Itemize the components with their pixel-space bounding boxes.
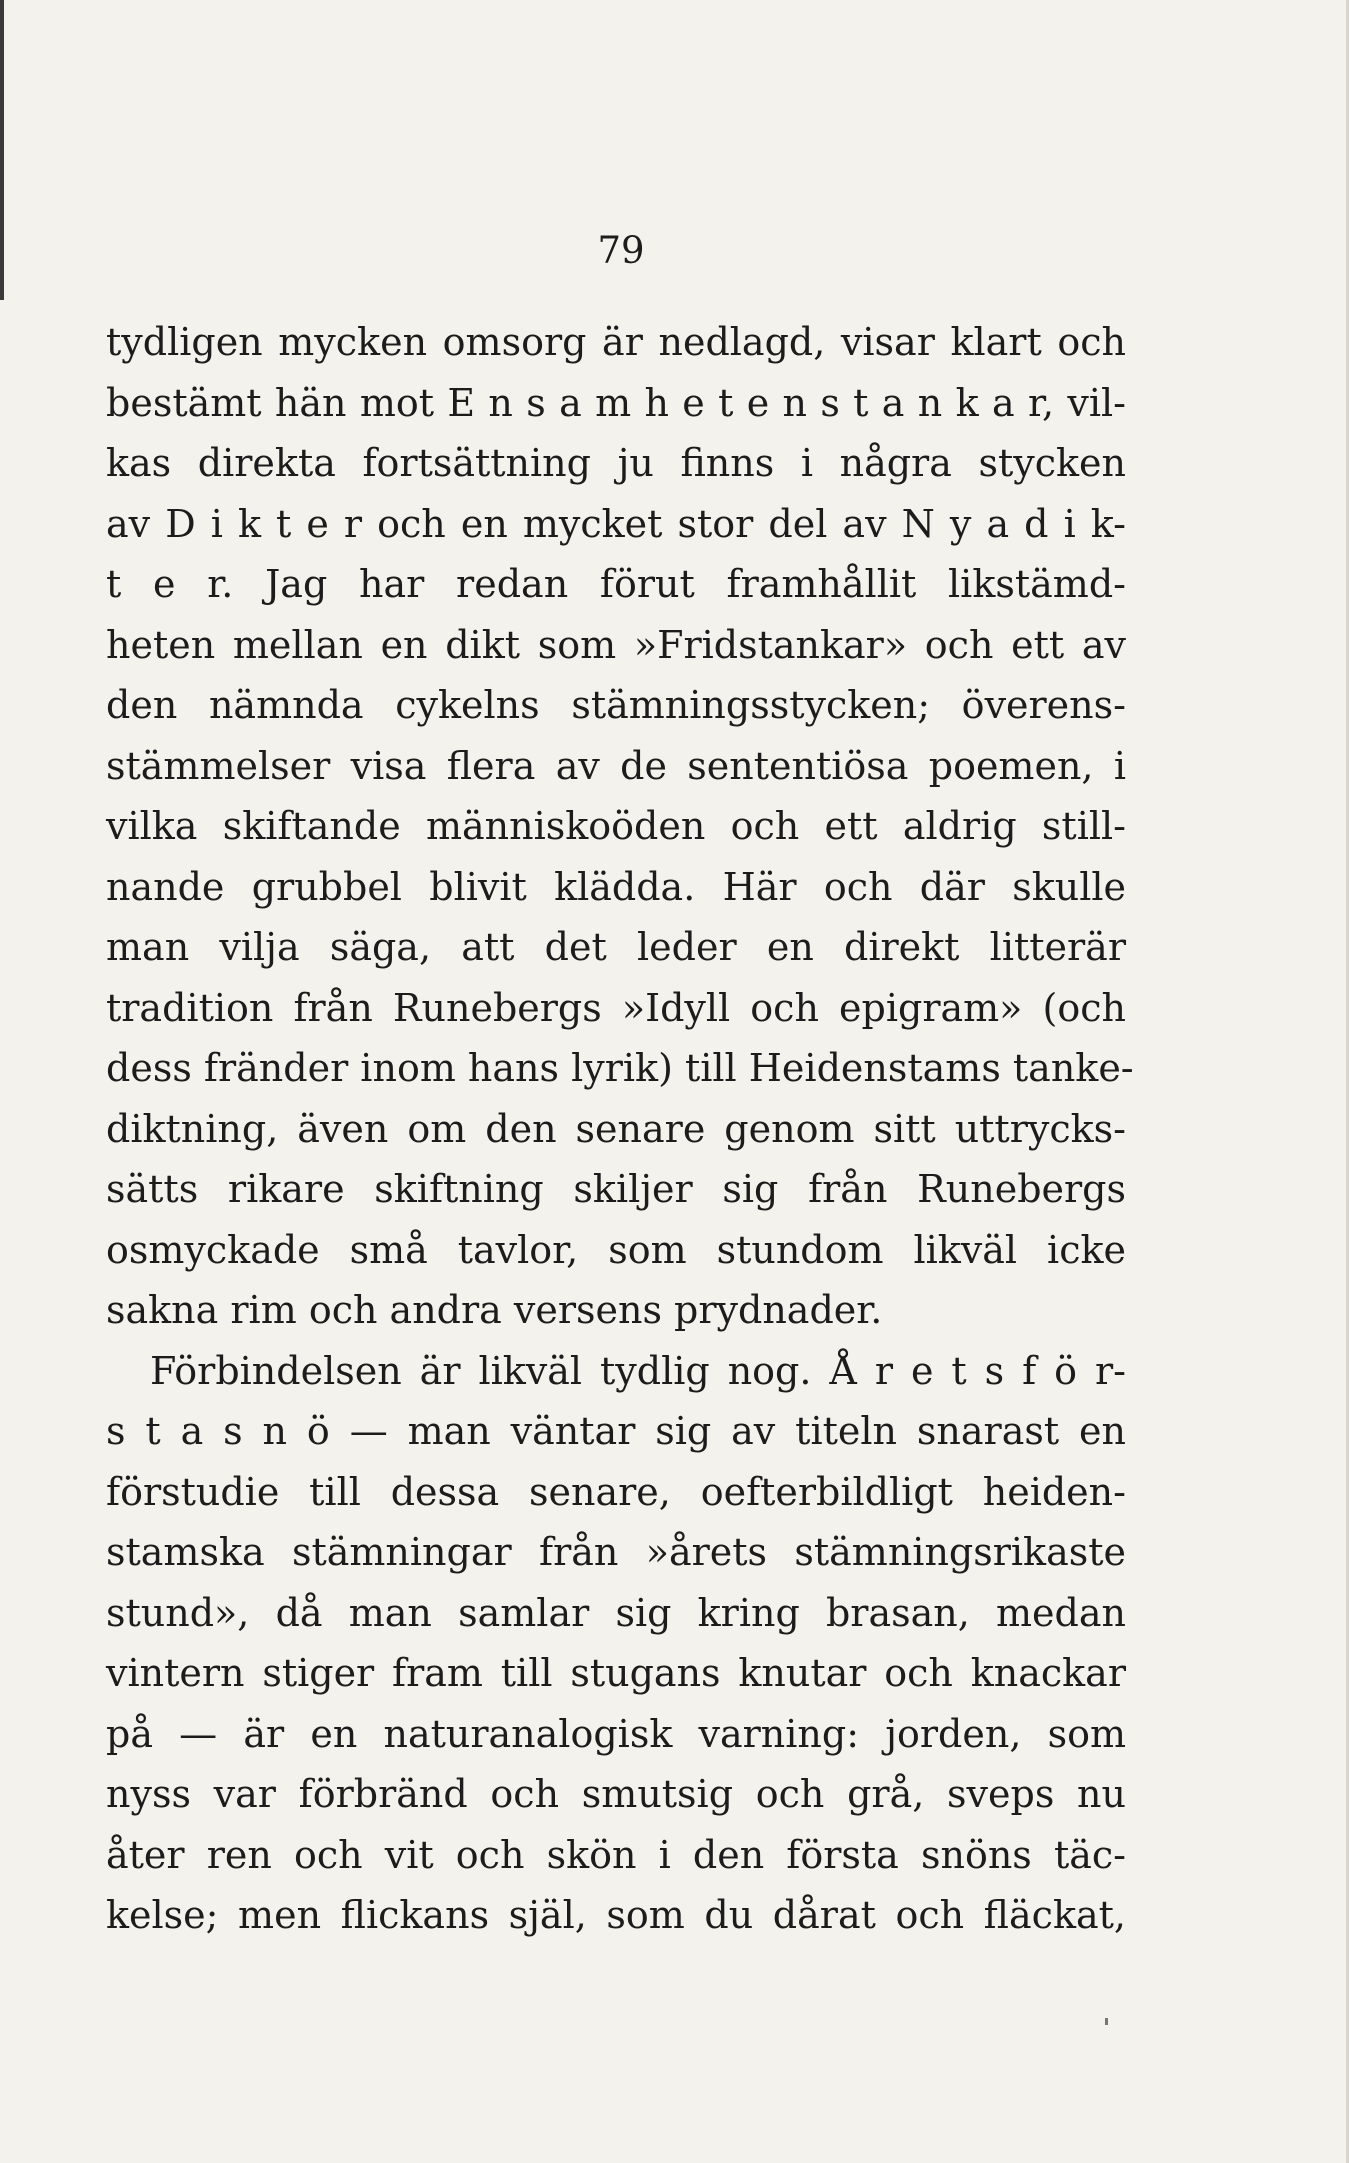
text-line: åter ren och vit och skön i den första snöns täc- bbox=[106, 1832, 1126, 1877]
text-line: bestämt hän mot E n s a m h e t e n s t a n k a r, vil- bbox=[106, 380, 1126, 425]
text-line: t e r. Jag har redan förut framhållit likstämd- bbox=[106, 562, 1126, 606]
text-line: kas direkta fortsättning ju finns i några stycken bbox=[106, 441, 1126, 485]
page-number: 79 bbox=[597, 229, 645, 272]
text-line: osmyckade små tavlor, som stundom likväl icke bbox=[106, 1227, 1126, 1272]
text-line: man vilja säga, att det leder en direkt litterär bbox=[106, 925, 1126, 969]
text-line: stamska stämningar från »årets stämningsrikaste bbox=[106, 1530, 1126, 1574]
text-line: sätts rikare skiftning skiljer sig från Runebergs bbox=[106, 1167, 1126, 1211]
text-line: av D i k t e r och en mycket stor del av N y a d i k- bbox=[106, 501, 1126, 546]
text-line: stämmelser visa flera av de sententiösa poemen, i bbox=[106, 743, 1126, 788]
text-line: förstudie till dessa senare, oefterbildligt heiden- bbox=[106, 1469, 1126, 1514]
text-line: kelse; men flickans själ, som du dårat och fläckat, bbox=[106, 1893, 1126, 1937]
text-line: dess fränder inom hans lyrik) till Heidenstams tanke- bbox=[106, 1046, 1134, 1090]
scan-speck bbox=[1105, 2018, 1108, 2025]
text-line: vilka skiftande människoöden och ett aldrig still- bbox=[106, 804, 1126, 848]
text-line: tydligen mycken omsorg är nedlagd, visar klart och bbox=[106, 320, 1126, 364]
text-line: nyss var förbränd och smutsig och grå, sveps nu bbox=[106, 1772, 1126, 1816]
body-text bbox=[106, 312, 1134, 1946]
text-line: heten mellan en dikt som »Fridstankar» och ett av bbox=[106, 622, 1126, 667]
text-line-paragraph-start: Förbindelsen är likväl tydlig nog. Å r e t s f ö r- bbox=[150, 1348, 1126, 1393]
text-line: den nämnda cykelns stämningsstycken; överens- bbox=[106, 683, 1126, 727]
text-line: tradition från Runebergs »Idyll och epigram» (och bbox=[106, 985, 1126, 1030]
text-line: nande grubbel blivit klädda. Här och där skulle bbox=[106, 864, 1126, 909]
text-line: diktning, även om den senare genom sitt uttrycks- bbox=[106, 1106, 1126, 1151]
text-line: vintern stiger fram till stugans knutar och knackar bbox=[106, 1651, 1126, 1695]
text-line-paragraph-end: sakna rim och andra versens prydnader. bbox=[106, 1288, 883, 1332]
text-line: stund», då man samlar sig kring brasan, medan bbox=[106, 1590, 1126, 1635]
text-line: s t a s n ö — man väntar sig av titeln snarast en bbox=[106, 1409, 1126, 1453]
text-line: på — är en naturanalogisk varning: jorden, som bbox=[106, 1711, 1126, 1756]
